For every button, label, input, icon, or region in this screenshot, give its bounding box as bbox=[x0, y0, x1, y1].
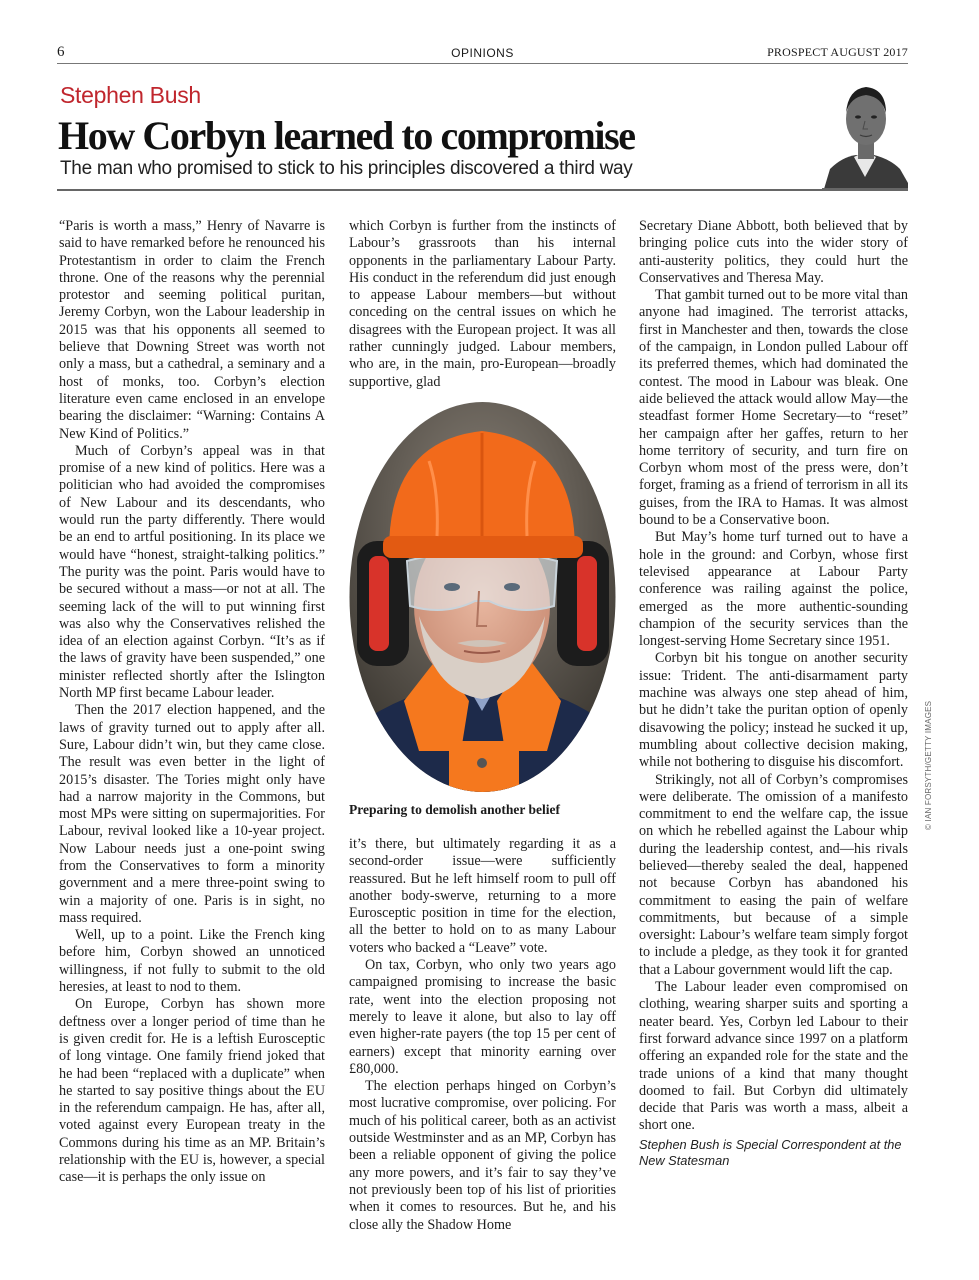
article-column-1 bbox=[59, 218, 325, 1187]
body-paragraph: Corbyn bit his tongue on another security issue: Trident. The anti-disarmament party machine was always one step ahead of him, but he didn’t take the puritan option of openly disavowing the policy; instead he sucked it up, mumbling about collective decision making, while not bothering to disguise his discomfort. bbox=[639, 650, 908, 771]
photo-credit: © IAN FORSYTH/GETTY IMAGES bbox=[924, 700, 933, 830]
headline-divider bbox=[57, 189, 908, 191]
body-paragraph: On Europe, Corbyn has shown more deftness over a longer period of time than he is given credit for. He is a leftish Eurosceptic of long vintage. One family friend joked that he had been “replaced with a duplicate” when he started to say positive things about the EU in the referendum campaign. He has, after all, voted against every European treaty in the Commons during his time as an MP. Britain’s relationship with the EU is, however, a special case—it is perhaps the only issue on bbox=[59, 996, 325, 1186]
page-number: 6 bbox=[57, 44, 65, 60]
body-paragraph: The election perhaps hinged on Corbyn’s most lucrative compromise, over policing. For much of his political career, both as an activist outside Westminster and as an MP, Corbyn has been a reliable opponent of giving the police any more powers, and it’s fair to say they’ve not previously been top of his list of priorities when it comes to resources. But he, and his close ally the Shadow Home bbox=[349, 1078, 616, 1233]
body-paragraph: Well, up to a point. Like the French king before him, Corbyn showed an unnoticed willingness, if not fully to submit to the old heresies, at least to nod to them. bbox=[59, 927, 325, 996]
body-paragraph: “Paris is worth a mass,” Henry of Navarre is said to have remarked before he renounced his Protestantism in order to claim the French throne. One of the reasons why the perennial protestor and seeming political puritan, Jeremy Corbyn, won the Labour leadership in 2015 was that his opponents all seemed to believe that Downing Street was worth not only a mass, but a cathedral, a seminary and a host of monks, too. Corbyn’s election literature even came enclosed in an envelope bearing the disclaimer: “Warning: Contains A New Kind of Politics.” bbox=[59, 218, 325, 442]
body-paragraph: which Corbyn is further from the instincts of Labour’s grassroots than his internal opponents in the parliamentary Labour Party. His conduct in the referendum did just enough to appease Labour members—but without conceding on the central issues on which he disagrees with the European project. It was all rather cunningly judged. Labour members, who are, in the main, pro-European—broadly supportive, glad bbox=[349, 218, 616, 390]
author-bio: Stephen Bush is Special Correspondent at the New Statesman bbox=[639, 1136, 902, 1168]
body-paragraph: On tax, Corbyn, who only two years ago campaigned promising to increase the basic rate, went into the election proposing not merely to leave it alone, but also to lay off even higher-rate payers (the top 15 per cent of earners) except that minority earning over £80,000. bbox=[349, 957, 616, 1077]
body-paragraph: it’s there, but ultimately regarding it as a second-order issue—were sufficiently reassured. But he left himself room to pull off another body-swerve, returning to a more Eurosceptic position in time for the election, all the better to hold on to as many Labour voters who backed a “Leave” vote. bbox=[349, 836, 616, 956]
author-portrait-image bbox=[822, 77, 908, 189]
article-column-2-top bbox=[349, 218, 616, 391]
running-header bbox=[57, 44, 908, 64]
body-paragraph: That gambit turned out to be more vital than anyone had imagined. The terrorist attacks, first in Manchester and then, towards the close of the campaign, in London pulled Labour off its preferred themes, which had dominated the contest. The mood in Labour was bleak. One aide believed the attack would allow May—the steadfast former Home Secretary—to “reset” her campaign after her gaffes, return to her home territory of security, and turn fire on Corbyn whom most of the press were, don’t forget, framing as a friend of terrorism in all its guises, from the IRA to Hamas. It was almost bound to be a Conservative boon. bbox=[639, 287, 908, 529]
body-paragraph: But May’s home turf turned out to have a hole in the ground: and Corbyn, whose first televised appearance at Labour Party conference was railing against the police, emerged as the more authentic-sounding champion of the security services than the longest-serving Home Secretary since 1951. bbox=[639, 529, 908, 650]
body-paragraph: Then the 2017 election happened, and the laws of gravity turned out to apply after all. Sure, Labour didn’t win, but they came close. The result was even better in the light of 2015’s disaster. The Tories might only have had a narrow majority in the Commons, but most MPs were sitting on supermajorities. For Labour, revival looked like a 10-year project. Now Labour needs just a one-point swing from the Conservatives to form a minority government and a mere three-point swing to win a majority of one. Paris is in sight, no mass required. bbox=[59, 702, 325, 926]
section-label: OPINIONS bbox=[451, 46, 514, 60]
body-paragraph: Secretary Diane Abbott, both believed that by bringing police cuts into the wider story of anti-austerity politics, they could hurt the Conservatives and Theresa May. bbox=[639, 218, 908, 286]
body-paragraph: Much of Corbyn’s appeal was in that promise of a new kind of politics. Here was a politician who had avoided the compromises of New Labour and its descendants, who would run the party differently. There would be an end to artful positioning. In its place we would have “honest, straight-talking politics.” The purity was the point. Paris would have to be secured without a mass—or not at all. The seeming lack of the will to put winning first was also why the Conservatives relished the idea of an election against Corbyn. “It’s as if the laws of gravity have been suspended,” one minister reflected shortly after the Islington North MP first became Labour leader. bbox=[59, 442, 325, 702]
body-paragraph: Strikingly, not all of Corbyn’s compromises were deliberate. The omission of a manifesto commitment to end the welfare cap, the issue on which he rebelled against the Labour whip during the leadership contest, and—his rivals believed—thereby sealed the deal, happened not because Corbyn has abandoned his commitment to easing the pain of welfare commitments, but because of a simple oversight: Labour’s welfare team simply forgot to include a pledge, as they took it for granted that a Labour government would lift the cap. bbox=[639, 771, 908, 978]
author-byline: Stephen Bush bbox=[60, 82, 201, 108]
article-column-3 bbox=[639, 218, 908, 1169]
corbyn-hardhat-photo bbox=[349, 401, 616, 793]
photo-caption: Preparing to demolish another belief bbox=[349, 802, 560, 817]
article-column-2-bottom bbox=[349, 836, 616, 1234]
issue-label: PROSPECT AUGUST 2017 bbox=[767, 45, 908, 59]
article-photo bbox=[349, 401, 616, 793]
author-portrait bbox=[822, 77, 908, 189]
headline: How Corbyn learned to compromise bbox=[58, 113, 635, 158]
body-paragraph: The Labour leader even compromised on clothing, wearing sharper suits and sporting a neater beard. Yes, Corbyn led Labour to their first forward advance since 1997 on a platform offering an expanded role for the state and the trade unions of a kind that many thought doomed to fail. But Corbyn did ultimately decide that Paris was worth a mass, albeit a short one. bbox=[639, 979, 908, 1134]
standfirst: The man who promised to stick to his principles discovered a third way bbox=[60, 158, 633, 179]
